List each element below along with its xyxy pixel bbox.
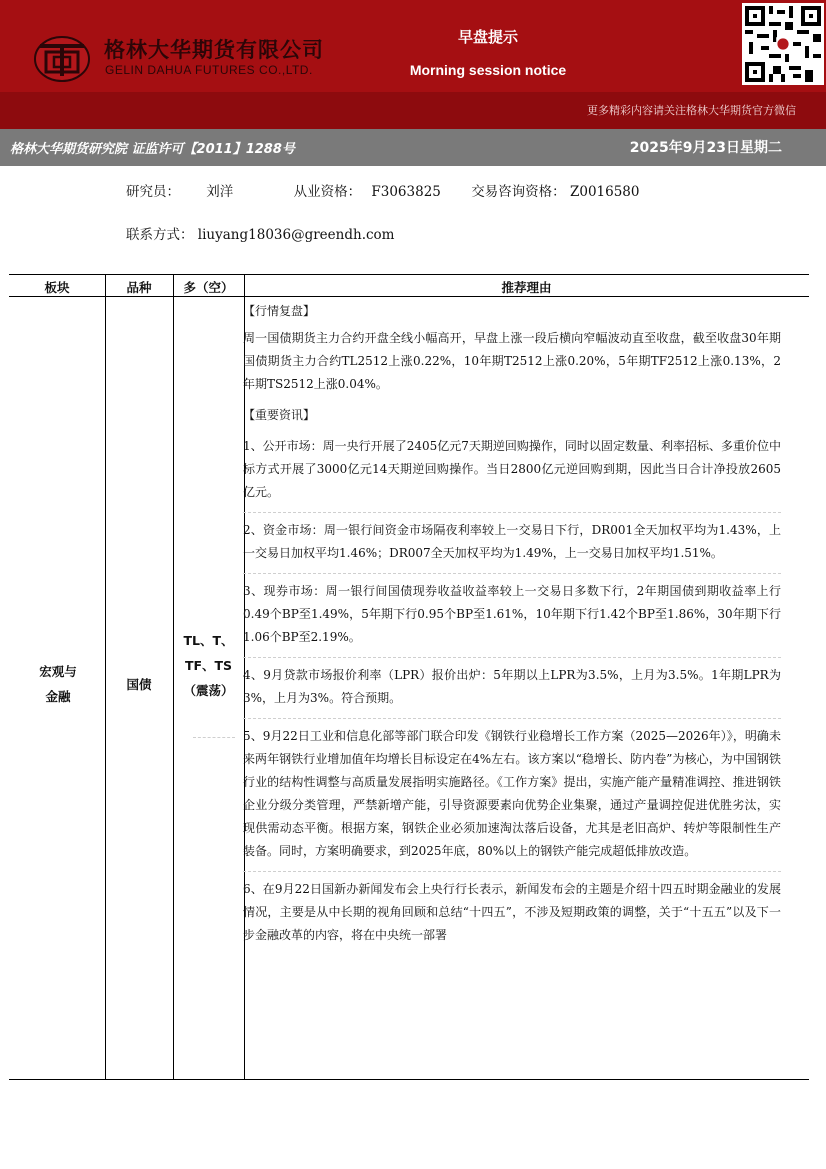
header-sector: 板块 bbox=[44, 280, 70, 295]
header-reason: 推荐理由 bbox=[501, 280, 552, 295]
qualification-number: F3063825 bbox=[371, 184, 441, 200]
direction-line-1: TL、T、 bbox=[183, 633, 234, 648]
researcher-name: 刘洋 bbox=[206, 184, 234, 200]
header-direction: 多（空） bbox=[183, 280, 234, 295]
reason-content bbox=[243, 300, 781, 955]
researcher-label: 研究员： bbox=[126, 184, 180, 200]
company-logo-icon bbox=[32, 34, 92, 84]
contact-email[interactable]: liuyang18036@greendh.com bbox=[197, 227, 395, 243]
paragraph-separator bbox=[243, 871, 781, 872]
news-item-spot-bonds: 3、现券市场：周一银行间国债现券收益收益率较上一交易日多数下行，2年期国债到期收益率上行0.49个BP至1.49%，5年期下行0.95个BP至1.61%，10年期下行1.42个BP至1.86%，30年期下行1.06个BP至2.19%。 bbox=[243, 584, 781, 644]
news-item-pboc-press: 6、在9月22日国新办新闻发布会上央行行长表示，新闻发布会的主题是介绍十四五时期金融业的发展情况，主要是从中长期的视角回顾和总结“十四五”，不涉及短期政策的调整，关于“十五五”以及下一步金融改革的内容，将在中央统一部署 bbox=[243, 882, 781, 942]
direction-cell bbox=[173, 628, 244, 703]
section-key-news-heading: 【重要资讯】 bbox=[243, 408, 316, 422]
table-bottom-rule bbox=[9, 1079, 809, 1080]
paragraph-separator bbox=[243, 573, 781, 574]
news-item-steel-plan: 5、9月22日工业和信息化部等部门联合印发《钢铁行业稳增长工作方案（2025—2026年）》，明确未来两年钢铁行业增加值年均增长目标设定在4%左右。该方案以“稳增长、防内卷”为核心，为中国钢铁行业的结构性调整与高质量发展指明实施路径。《工作方案》提出，实施产能产量精准调控、推进钢铁企业分级分类管理，严禁新增产能，引导资源要素向优势企业集聚，通过产量调控促进优胜劣汰，实现供需动态平衡。根据方案，钢铁企业必须加速淘汰落后设备，尤其是老旧高炉、转炉等限制性生产装备。同时，方案明确要求，到2025年底，80%以上的钢铁产能完成超低排放改造。 bbox=[243, 729, 781, 858]
contact-label: 联系方式： bbox=[126, 227, 194, 243]
company-name-en: GELIN DAHUA FUTURES CO.,LTD. bbox=[105, 63, 313, 77]
market-review-paragraph: 周一国债期货主力合约开盘全线小幅高开，早盘上涨一段后横向窄幅波动直至收盘，截至收盘30年期国债期货主力合约TL2512上涨0.22%，10年期T2512上涨0.20%，5年期TF2512上涨0.13%，2年期TS2512上涨0.04%。 bbox=[243, 331, 781, 391]
institute-license: 格林大华期货研究院 证监许可【2011】1288号 bbox=[10, 142, 295, 157]
sector-cell: 宏观与金融 bbox=[39, 664, 77, 704]
company-name-cn: 格林大华期货有限公司 bbox=[104, 38, 324, 62]
contact-info-line bbox=[126, 223, 394, 243]
table-header-rule bbox=[9, 296, 809, 297]
doc-title-en: Morning session notice bbox=[409, 62, 567, 78]
paragraph-separator bbox=[243, 512, 781, 513]
wechat-qr-code-icon bbox=[742, 3, 824, 85]
consult-number: Z0016580 bbox=[569, 184, 640, 200]
wechat-follow-note: 更多精彩内容请关注格林大华期货官方微信 bbox=[587, 104, 796, 117]
news-item-money-market: 2、资金市场：周一银行间资金市场隔夜利率较上一交易日下行，DR001全天加权平均为1.43%，上一交易日加权平均1.46%；DR007全天加权平均为1.49%，上一交易日加权平均1.51%。 bbox=[243, 523, 781, 560]
variety-cell: 国债 bbox=[126, 677, 152, 692]
report-date: 2025年9月23日星期二 bbox=[629, 140, 782, 156]
news-item-open-market: 1、公开市场：周一央行开展了2405亿元7天期逆回购操作，同时以固定数量、利率招标、多重价位中标方式开展了3000亿元14天期逆回购操作。当日2800亿元逆回购到期，因此当日合计净投放2605亿元。 bbox=[243, 439, 781, 499]
doc-title-cn: 早盘提示 bbox=[457, 28, 518, 46]
news-item-lpr: 4、9月贷款市场报价利率（LPR）报价出炉：5年期以上LPR为3.5%，上月为3.5%。1年期LPR为3%，上月为3%。符合预期。 bbox=[243, 668, 781, 705]
table-top-rule bbox=[9, 274, 809, 275]
analyst-info-line bbox=[126, 180, 640, 200]
consult-label: 交易咨询资格： bbox=[471, 184, 566, 200]
qualification-label: 从业资格： bbox=[293, 184, 362, 200]
direction-line-3: （震荡） bbox=[183, 683, 234, 698]
paragraph-separator bbox=[243, 718, 781, 719]
header-variety: 品种 bbox=[126, 280, 152, 295]
direction-cell-separator bbox=[193, 737, 235, 738]
institute-banner bbox=[0, 129, 826, 166]
section-market-review-heading: 【行情复盘】 bbox=[243, 304, 316, 318]
paragraph-separator bbox=[243, 657, 781, 658]
direction-line-2: TF、TS bbox=[184, 658, 233, 673]
header-band bbox=[0, 0, 826, 129]
